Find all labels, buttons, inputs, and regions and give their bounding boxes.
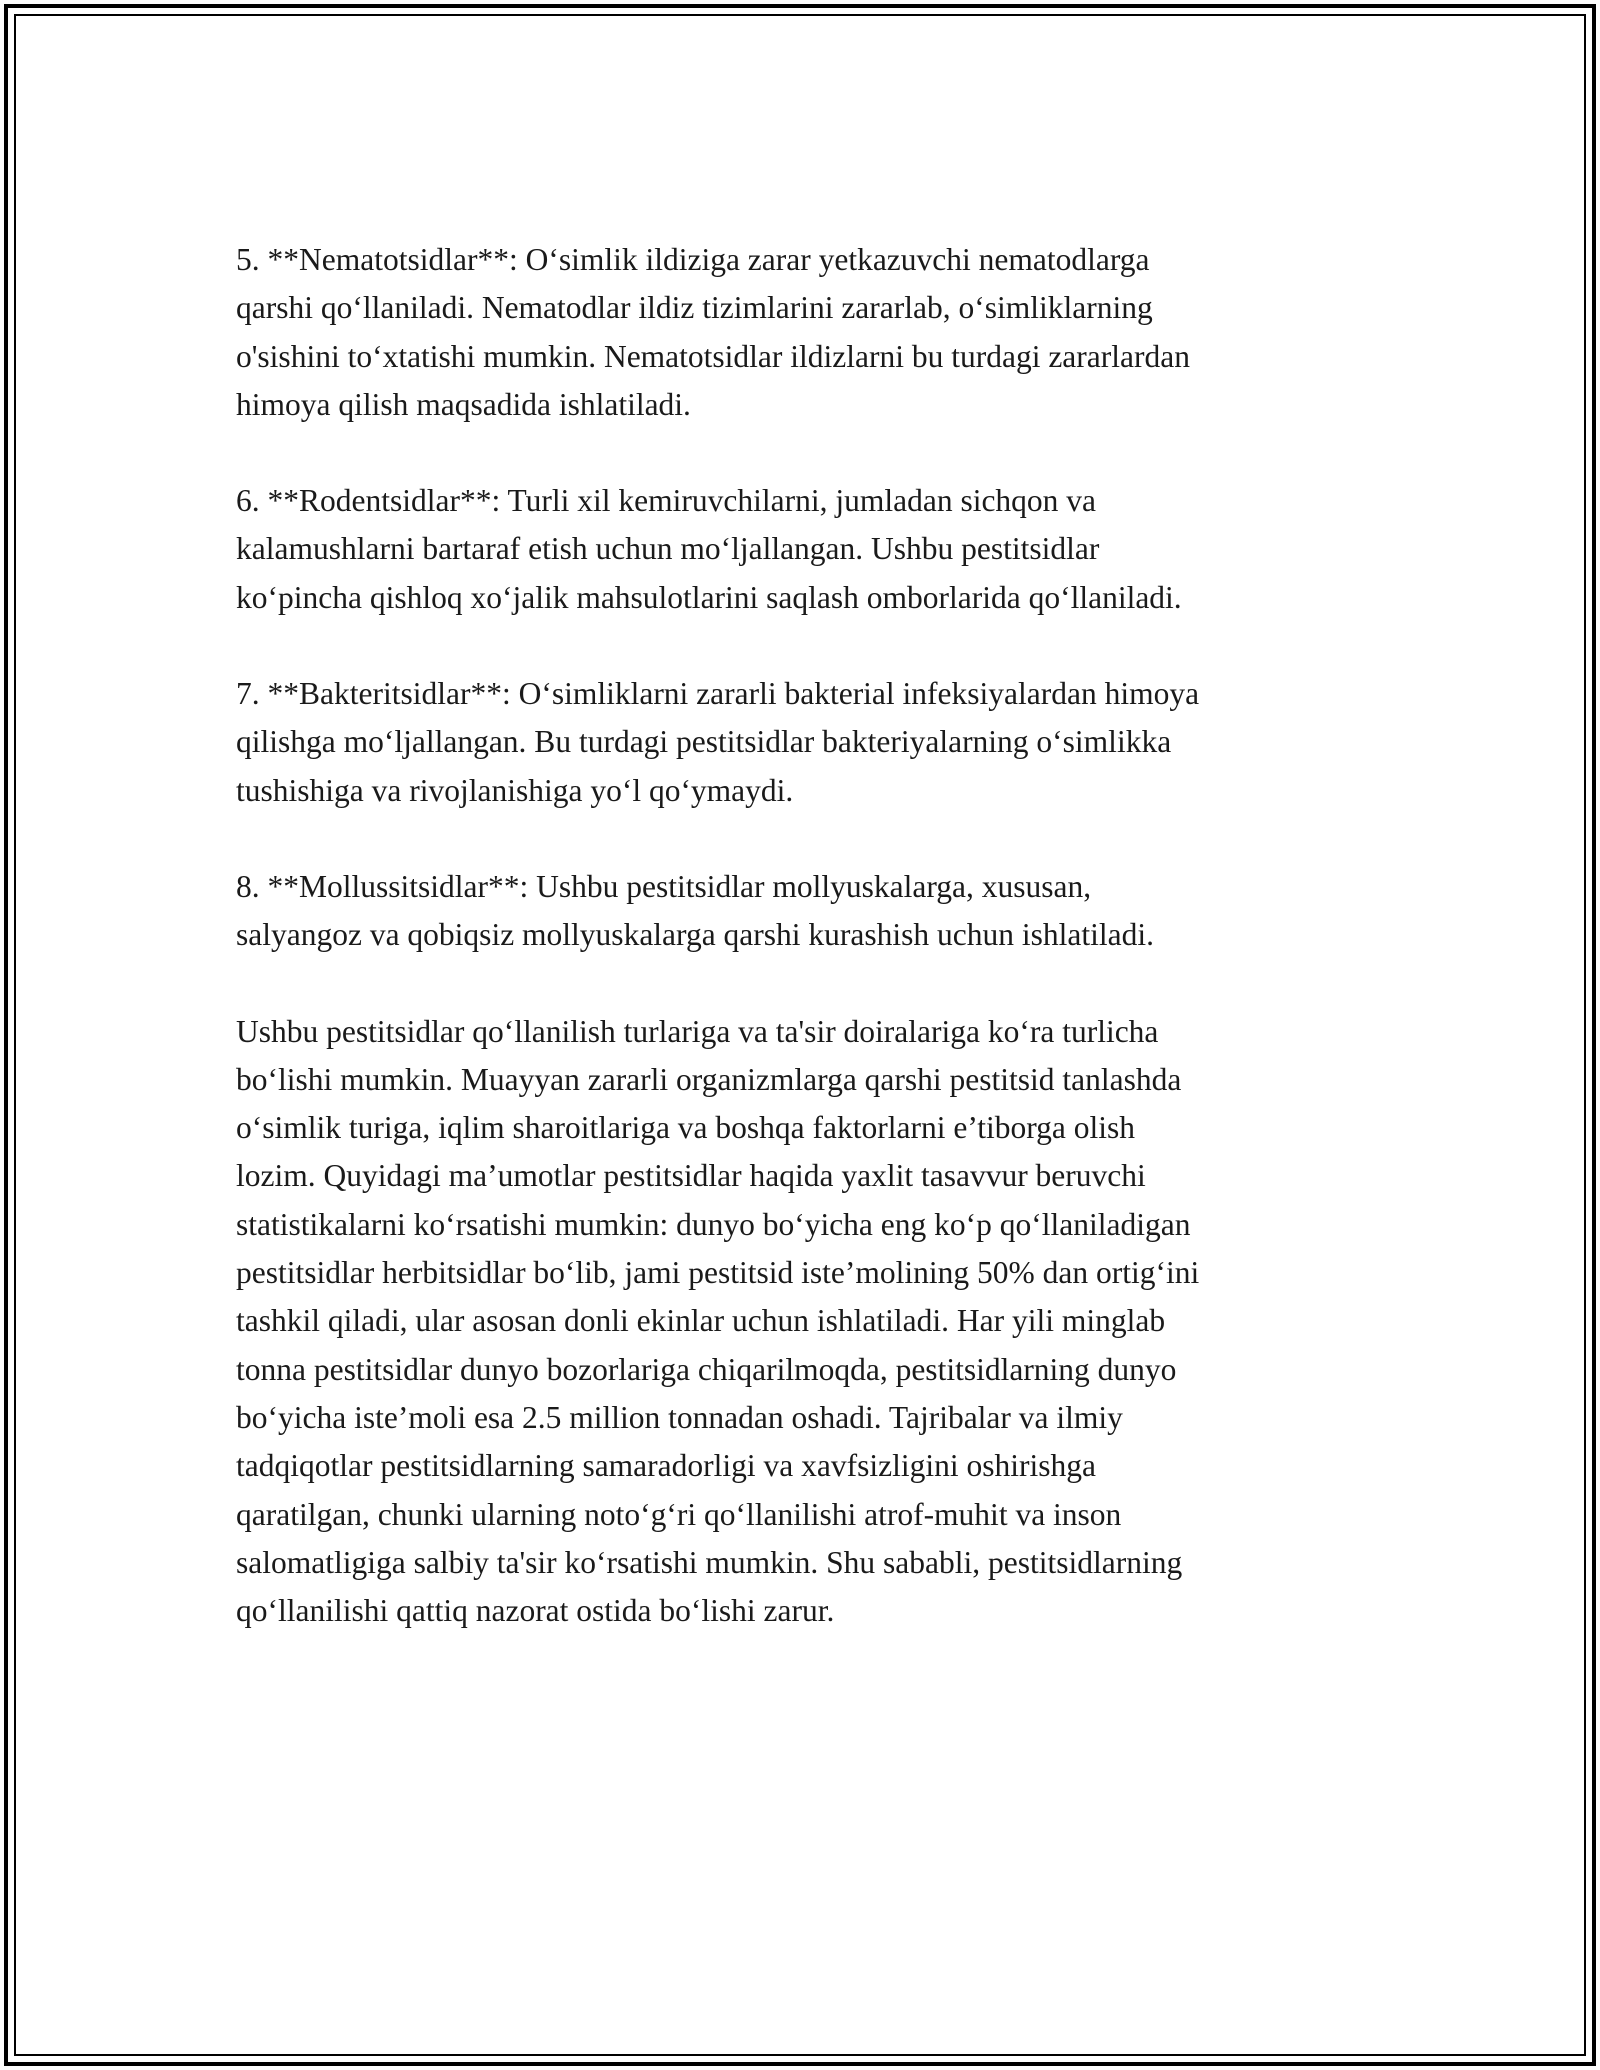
paragraph-nematotsidlar: [236, 236, 1366, 429]
paragraph-mollussitsidlar: [236, 863, 1366, 960]
text-line: 7. **Bakteritsidlar**: O‘simliklarni zararli bakterial infeksiyalardan himoya: [236, 676, 1200, 712]
text-line: qo‘llanilishi qattiq nazorat ostida bo‘lishi zarur.: [236, 1593, 835, 1629]
text-line: tushishiga va rivojlanishiga yo‘l qo‘ymaydi.: [236, 772, 794, 808]
text-line: lozim. Quyidagi ma’umotlar pestitsidlar haqida yaxlit tasavvur beruvchi: [236, 1158, 1146, 1194]
document-body: [236, 236, 1366, 1683]
text-line: 8. **Mollussitsidlar**: Ushbu pestitsidlar mollyuskalarga, xususan,: [236, 868, 1092, 904]
text-line: tonna pestitsidlar dunyo bozorlariga chiqarilmoqda, pestitsidlarning dunyo: [236, 1351, 1177, 1387]
text-line: statistikalarni ko‘rsatishi mumkin: dunyo bo‘yicha eng ko‘p qo‘llaniladigan: [236, 1206, 1191, 1242]
paragraph-summary: [236, 1008, 1366, 1636]
text-line: bo‘yicha iste’moli esa 2.5 million tonnadan oshadi. Tajribalar va ilmiy: [236, 1399, 1123, 1435]
text-line: qilishga mo‘ljallangan. Bu turdagi pestitsidlar bakteriyalarning o‘simlikka: [236, 724, 1172, 760]
text-line: 5. **Nematotsidlar**: O‘simlik ildiziga zarar yetkazuvchi nematodlarga: [236, 242, 1150, 277]
text-line: salyangoz va qobiqsiz mollyuskalarga qarshi kurashish uchun ishlatiladi.: [236, 917, 1154, 953]
text-line: himoya qilish maqsadida ishlatiladi.: [236, 386, 691, 422]
text-line: ko‘pincha qishloq xo‘jalik mahsulotlarini saqlash omborlarida qo‘llaniladi.: [236, 579, 1182, 615]
text-line: salomatligiga salbiy ta'sir ko‘rsatishi mumkin. Shu sababli, pestitsidlarning: [236, 1544, 1183, 1580]
text-line: tadqiqotlar pestitsidlarning samaradorligi va xavfsizligini oshirishga: [236, 1448, 1096, 1484]
paragraph-rodentsidlar: [236, 477, 1366, 622]
text-line: qarshi qo‘llaniladi. Nematodlar ildiz tizimlarini zararlab, o‘simliklarning: [236, 290, 1153, 326]
text-line: kalamushlarni bartaraf etish uchun mo‘ljallangan. Ushbu pestitsidlar: [236, 531, 1100, 567]
text-line: bo‘lishi mumkin. Muayyan zararli organizmlarga qarshi pestitsid tanlashda: [236, 1061, 1182, 1097]
text-line: tashkil qiladi, ular asosan donli ekinlar uchun ishlatiladi. Har yili minglab: [236, 1303, 1166, 1339]
text-line: 6. **Rodentsidlar**: Turli xil kemiruvchilarni, jumladan sichqon va: [236, 483, 1097, 519]
paragraph-bakteritsidlar: [236, 670, 1366, 815]
text-line: pestitsidlar herbitsidlar bo‘lib, jami pestitsid iste’molining 50% dan ortig‘ini: [236, 1255, 1200, 1291]
text-line: o‘simlik turiga, iqlim sharoitlariga va boshqa faktorlarni e’tiborga olish: [236, 1110, 1136, 1146]
text-line: qaratilgan, chunki ularning noto‘g‘ri qo‘llanilishi atrof-muhit va inson: [236, 1496, 1122, 1532]
text-line: Ushbu pestitsidlar qo‘llanilish turlariga va ta'sir doiralariga ko‘ra turlicha: [236, 1013, 1159, 1049]
text-line: o'sishini to‘xtatishi mumkin. Nematotsidlar ildizlarni bu turdagi zararlardan: [236, 338, 1190, 374]
